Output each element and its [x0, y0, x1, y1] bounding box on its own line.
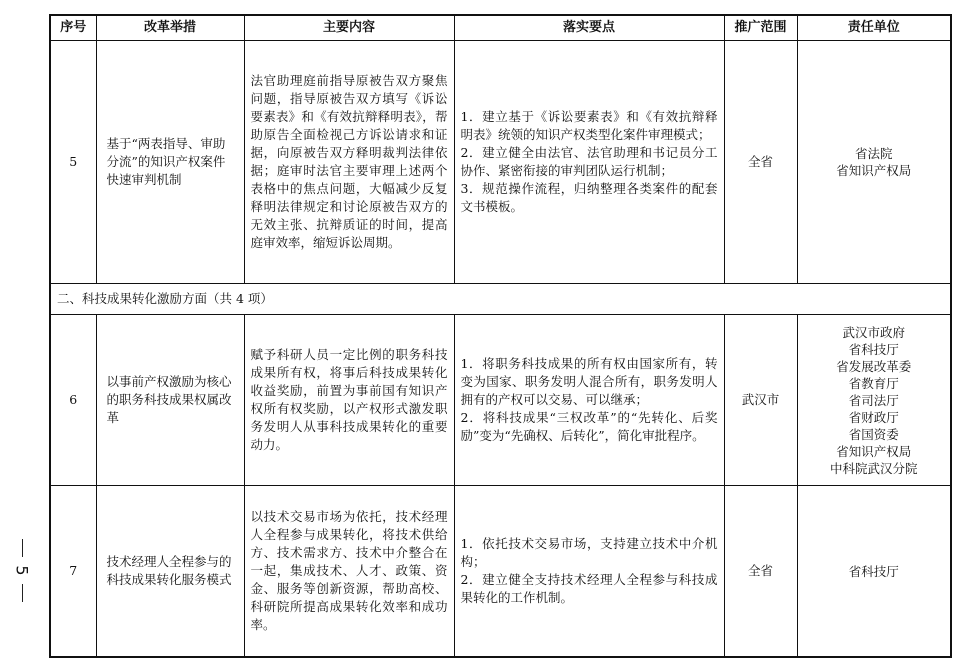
unit-item: 省法院	[854, 146, 893, 161]
point-item: 1．建立基于《诉讼要素表》和《有效抗辩释明表》统领的知识产权类型化案件审理模式；	[460, 109, 718, 142]
section-title: 二、科技成果转化激励方面（共 4 项）	[50, 284, 951, 315]
row-units	[797, 486, 951, 658]
section-row	[50, 284, 951, 315]
unit-item: 省知识产权局	[836, 163, 912, 178]
row-scope: 武汉市	[724, 315, 797, 486]
page-number-dash-top	[22, 539, 23, 557]
header-content: 主要内容	[244, 15, 454, 41]
row-units	[797, 315, 951, 486]
unit-item: 省科技厅	[848, 341, 899, 357]
table-row	[50, 41, 951, 284]
row-units	[797, 41, 951, 284]
page-number-dash-bottom	[22, 584, 23, 602]
header-units: 责任单位	[797, 15, 951, 41]
unit-item: 省教育厅	[848, 375, 899, 391]
row-content: 法官助理庭前指导原被告双方聚焦问题，指导原被告双方填写《诉讼要素表》和《有效抗辩释明表》，帮助原告全面检视己方诉讼请求和证据，向原被告双方释明裁判法律依据；庭审时法官主要审理上述两个表格中的焦点问题，大幅减少反复释明法律规定和讨论原被告双方的无效主张、抗辩质证的时间，提高庭审效率，缩短诉讼周期。	[244, 41, 454, 284]
row-measure: 基于“两表指导、审助分流”的知识产权案件快速审判机制	[96, 41, 244, 284]
row-measure: 以事前产权激励为核心的职务科技成果权属改革	[96, 315, 244, 486]
unit-item: 省司法厅	[848, 392, 899, 408]
reform-measures-table	[49, 14, 952, 658]
unit-item: 武汉市政府	[842, 324, 905, 340]
row-content: 以技术交易市场为依托，技术经理人全程参与成果转化，将技术供给方、技术需求方、技术中介整合在一起，集成技术、人才、政策、资金、服务等创新资源，帮助高校、科研院所提高成果转化效率和成功率。	[244, 486, 454, 658]
header-points: 落实要点	[454, 15, 724, 41]
unit-item: 省国资委	[848, 426, 899, 442]
point-item: 1．将职务科技成果的所有权由国家所有，转变为国家、职务发明人混合所有，职务发明人拥有的产权可以交易、可以继承；	[460, 356, 718, 407]
row-points	[454, 41, 724, 284]
header-no: 序号	[50, 15, 96, 41]
header-measure: 改革举措	[96, 15, 244, 41]
row-points	[454, 315, 724, 486]
row-scope: 全省	[724, 41, 797, 284]
row-content: 赋予科研人员一定比例的职务科技成果所有权，将事后科技成果转化收益奖励，前置为事前国有知识产权所有权奖励，以产权形式激发职务发明人从事科技成果转化的重要动力。	[244, 315, 454, 486]
unit-item: 省财政厅	[848, 409, 899, 425]
table-row	[50, 315, 951, 486]
row-points	[454, 486, 724, 658]
row-no: 6	[50, 315, 96, 486]
point-item: 1．依托技术交易市场，支持建立技术中介机构；	[460, 536, 718, 569]
page-number	[8, 535, 36, 615]
unit-item: 省知识产权局	[836, 443, 912, 459]
table-row	[50, 486, 951, 658]
unit-item: 中科院武汉分院	[829, 460, 918, 476]
row-no: 7	[50, 486, 96, 658]
page-number-value: 5	[12, 565, 32, 576]
unit-item: 省科技厅	[848, 563, 899, 579]
header-scope: 推广范围	[724, 15, 797, 41]
table-header-row	[50, 15, 951, 41]
row-no: 5	[50, 41, 96, 284]
point-item: 2．建立健全支持技术经理人全程参与科技成果转化的工作机制。	[460, 572, 718, 605]
point-item: 3．规范操作流程，归纳整理各类案件的配套文书模板。	[460, 181, 718, 214]
unit-item: 省发展改革委	[836, 358, 912, 374]
row-scope: 全省	[724, 486, 797, 658]
point-item: 2．将科技成果“三权改革”的“先转化、后奖励”变为“先确权、后转化”，简化审批程序。	[460, 410, 718, 443]
row-measure: 技术经理人全程参与的科技成果转化服务模式	[96, 486, 244, 658]
point-item: 2．建立健全由法官、法官助理和书记员分工协作、紧密衔接的审判团队运行机制；	[460, 145, 718, 178]
